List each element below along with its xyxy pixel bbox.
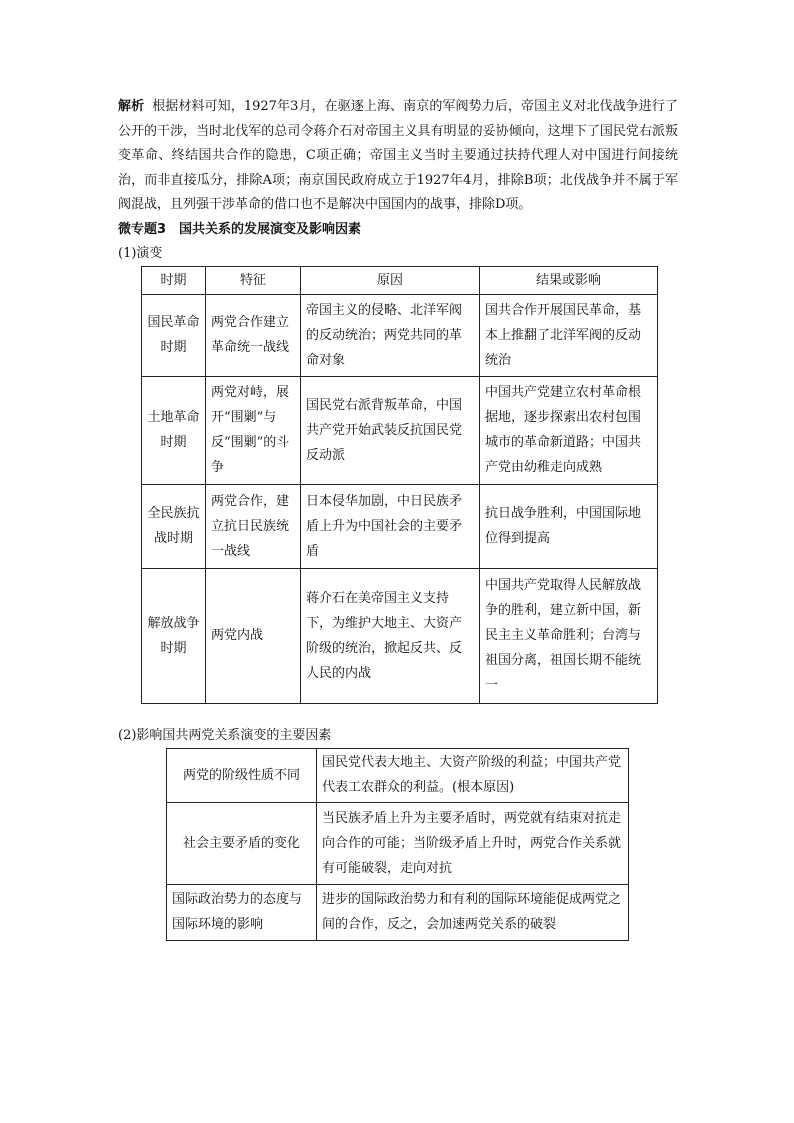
header-feature: 特征 [206, 266, 301, 294]
section2-title: (2)影响国共两党关系演变的主要因素 [118, 727, 332, 743]
cell-result: 抗日战争胜利，中国国际地位得到提高 [480, 484, 658, 568]
cell-factor: 国际政治势力的态度与国际环境的影响 [167, 884, 317, 940]
table-row [142, 376, 658, 484]
analysis-label: 解析 [118, 99, 145, 114]
cell-result: 中国共产党建立农村革命根据地，逐步探索出农村包围城市的革命新道路；中国共产党由幼稚走向成熟 [480, 376, 658, 484]
cell-cause: 国民党右派背叛革命，中国共产党开始武装反抗国民党反动派 [301, 376, 480, 484]
header-cause: 原因 [301, 266, 480, 294]
cell-feature: 两党合作建立革命统一战线 [206, 294, 301, 376]
cell-feature: 两党合作，建立抗日民族统一战线 [206, 484, 301, 568]
cell-feature: 两党内战 [206, 568, 301, 703]
cell-factor: 社会主要矛盾的变化 [167, 802, 317, 884]
cell-cause: 帝国主义的侵略、北洋军阀的反动统治；两党共同的革命对象 [301, 294, 480, 376]
cell-result: 国共合作开展国民革命，基本上推翻了北洋军阀的反动统治 [480, 294, 658, 376]
table-row [167, 802, 629, 884]
table-row [142, 568, 658, 703]
table-row [142, 484, 658, 568]
section1-title: (1)演变 [118, 245, 163, 261]
analysis-paragraph [118, 95, 678, 218]
cell-period: 全民族抗战时期 [142, 484, 206, 568]
analysis-text: 根据材料可知，1927年3月，在驱逐上海、南京的军阀势力后，帝国主义对北伐战争进行了公开的干涉，当时北伐军的总司令蒋介石对帝国主义具有明显的妥协倾向，这埋下了国民党右派叛变革命、终结国共合作的隐患，C项正确；帝国主义当时主要通过扶持代理人对中国进行间接统治，而非直接瓜分，排除A项；南京国民政府成立于1927年4月，排除B项；北伐战争并不属于军阀混战，且列强干涉革命的借口也不是解决中国国内的战事，排除D项。 [118, 99, 678, 213]
header-result: 结果或影响 [480, 266, 658, 294]
table-row [167, 748, 629, 802]
table-header-row [142, 266, 658, 294]
cell-period: 国民革命时期 [142, 294, 206, 376]
cell-factor: 两党的阶级性质不同 [167, 748, 317, 802]
table-row [142, 294, 658, 376]
cell-period: 土地革命时期 [142, 376, 206, 484]
factors-table [166, 748, 629, 941]
cell-result: 中国共产党取得人民解放战争的胜利，建立新中国，新民主主义革命胜利；台湾与祖国分离，祖国长期不能统一 [480, 568, 658, 703]
header-period: 时期 [142, 266, 206, 294]
table-row [167, 884, 629, 940]
cell-period: 解放战争时期 [142, 568, 206, 703]
evolution-table [141, 266, 658, 704]
cell-desc: 国民党代表大地主、大资产阶级的利益；中国共产党代表工农群众的利益。(根本原因) [317, 748, 629, 802]
cell-desc: 当民族矛盾上升为主要矛盾时，两党就有结束对抗走向合作的可能；当阶级矛盾上升时，两党合作关系就有可能破裂，走向对抗 [317, 802, 629, 884]
cell-cause: 蒋介石在美帝国主义支持下，为维护大地主、大资产阶级的统治，掀起反共、反人民的内战 [301, 568, 480, 703]
cell-cause: 日本侵华加剧，中日民族矛盾上升为中国社会的主要矛盾 [301, 484, 480, 568]
topic-title: 微专题3 国共关系的发展演变及影响因素 [118, 221, 362, 237]
cell-feature: 两党对峙，展开“围剿”与反“围剿”的斗争 [206, 376, 301, 484]
page-content [118, 95, 678, 941]
cell-desc: 进步的国际政治势力和有利的国际环境能促成两党之间的合作，反之，会加速两党关系的破裂 [317, 884, 629, 940]
